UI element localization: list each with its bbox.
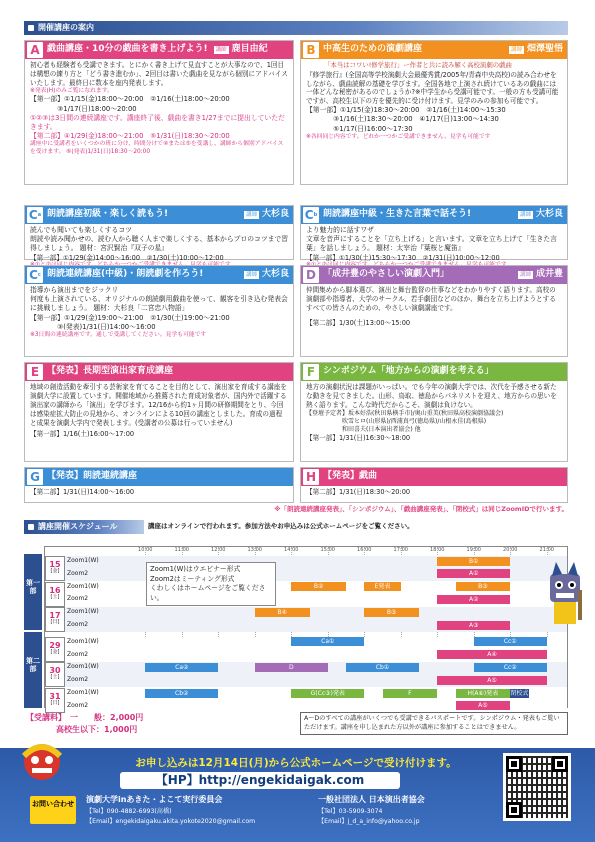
course-b-desc: 『修学旅行』(全国高等学校演劇大会最優秀賞/2005年/青森中央高校)の読み合わせをしながら、戯曲読解の基礎を学びます。全国各地で上演され続けているあの戯曲には一体どんな秘密があるのでしょうか?※中学生から受講可能です。一般の方も受講可能ですが、高校生以下の方を優先的に受け付けます。見学のみの参加も可能です。 bbox=[306, 70, 559, 106]
session-bar[interactable]: A① bbox=[437, 569, 510, 578]
letter-h: H bbox=[303, 469, 319, 485]
session-bar[interactable]: Ca① bbox=[291, 637, 364, 646]
zoom-row-label: Zoom1(W) bbox=[67, 582, 99, 590]
course-ca-schedule: 【第一部】①1/29(金)14:00〜16:00 ②1/30(土)10:00〜12:00 bbox=[30, 253, 224, 262]
letter-b: B bbox=[303, 42, 319, 58]
day-weekday: [日] bbox=[50, 700, 60, 706]
schedule-note: 講座はオンラインで行われます。参加方法やお申込みは公式ホームページをご覧ください。 bbox=[148, 522, 414, 530]
course-d-instructor: 成井豊 bbox=[535, 269, 563, 280]
course-cc-desc: 指導から演出までをジックリ 何度も上演されている、オリジナルの朗読劇用戯曲を使って、観客を引き込む発表会に挑戦しましょう。 題材：大杉良「二宮忠八物語」 bbox=[30, 286, 288, 313]
hour-label: 18:00 bbox=[430, 547, 445, 553]
hour-label: 20:00 bbox=[503, 547, 518, 553]
letter-d: D bbox=[303, 267, 319, 283]
course-cb-header bbox=[301, 206, 567, 224]
letter-e: E bbox=[27, 364, 43, 380]
session-bar[interactable]: E発表 bbox=[364, 582, 401, 591]
course-cc-instructor: 大杉良 bbox=[261, 269, 289, 280]
qr-code-icon[interactable] bbox=[503, 753, 571, 821]
hour-label: 21:00 bbox=[539, 547, 554, 553]
instructor-badge: 講師 bbox=[519, 212, 531, 218]
course-g-header bbox=[25, 468, 293, 486]
letter-cc: Cc bbox=[27, 267, 43, 283]
course-cc-title: 朗読連続講座(中級)・朗読劇を作ろう! bbox=[47, 269, 204, 280]
course-d-schedule: 【第二部】1/30(土)13:00〜15:00 bbox=[306, 318, 411, 327]
course-a-desc: 初心者も経験者も受講できます。とにかく書き上げて見直すことが大事なので、1回目は構想の練り方と「どう書き進むか」、2回目は書いた戯曲を見ながら個別にアドバイスいたします。最終日に数本を座内発表します。 bbox=[30, 61, 288, 87]
fee-label: 【受講料】 bbox=[26, 713, 62, 722]
course-h-header bbox=[301, 468, 567, 486]
course-card-e bbox=[24, 362, 294, 462]
instructor-badge: 講師 bbox=[519, 272, 531, 278]
course-a-schedule: 【第一部】①1/15(金)18:00〜20:00 ②1/16(土)18:00〜20:00 ③1/17(日)18:00〜20:00 bbox=[30, 95, 230, 113]
day-number: 16 bbox=[49, 585, 61, 595]
letter-a: A bbox=[27, 42, 43, 58]
session-bar[interactable]: A⑤ bbox=[437, 676, 547, 685]
day-number: 31 bbox=[49, 692, 61, 701]
session-bar[interactable]: Cb② bbox=[145, 689, 218, 698]
course-g-title: 【発表】朗読連続講座 bbox=[47, 471, 138, 482]
course-cb-desc: より魅力的に話すワザ 文章を音声にすることを「立ち上げる」と言います。文章を立ち上げて「生きた言葉」を話しましょう。 題材：太宰治『葉桜と魔笛』 bbox=[306, 226, 557, 253]
letter-g: G bbox=[27, 469, 43, 485]
zoom-row-label: Zoom1(W) bbox=[67, 689, 99, 696]
session-bar[interactable]: B③ bbox=[456, 582, 511, 591]
zoom-row-label: Zoom1(W) bbox=[67, 663, 99, 671]
course-b-title: 中高生のための演劇講座 bbox=[323, 44, 423, 55]
zoom-row-label: Zoom2 bbox=[67, 621, 89, 628]
course-f-desc: 地方の演劇状況は課題がいっぱい。でも今年の演劇大学では、次代を予感させる新たな動きを見てきました。山形、鳥取、徳島からパネリストを迎え、地方からの思いを熱く語ります。こんな時代だからこそ、演劇は負けない。 bbox=[306, 383, 557, 409]
session-bar[interactable]: A② bbox=[437, 595, 510, 604]
instructor-badge: 講師 bbox=[245, 272, 257, 278]
organizer-1 bbox=[86, 794, 255, 827]
zoom-row-label: Zoom1(W) bbox=[67, 608, 99, 616]
course-card-d bbox=[300, 265, 568, 357]
day-weekday: [日] bbox=[50, 619, 60, 626]
namahage-mascot-icon bbox=[18, 738, 66, 788]
letter-f: F bbox=[303, 364, 319, 380]
course-card-cb bbox=[300, 205, 568, 260]
organizer-2 bbox=[318, 794, 425, 827]
course-a-note3: 講座中に受講者をいくつかの班に分け、時間分けで④または⑤を受講し、講師から個別アドバイスを受けます。 ⑥(発表)1/31(日)18:30〜20:00 bbox=[30, 141, 284, 156]
course-h-title: 【発表】戯曲 bbox=[323, 471, 378, 482]
session-bar[interactable]: B② bbox=[291, 582, 346, 591]
course-cb-instructor: 大杉良 bbox=[535, 209, 563, 220]
zoom-row-label: Zoom2 bbox=[67, 676, 89, 684]
section-heading-schedule: 講座開催スケジュール bbox=[24, 520, 144, 534]
course-a-header bbox=[25, 41, 293, 59]
letter-cb: Cb bbox=[304, 208, 318, 222]
course-cc-schedule: 【第一部】①1/29(金)19:00〜21:00 ②1/30(土)19:00〜21:00 ③(発表)1/31(日)14:00〜16:00 bbox=[30, 313, 230, 331]
session-bar[interactable]: D bbox=[255, 663, 328, 672]
instructor-badge: 講師 bbox=[215, 47, 227, 53]
course-h-schedule: 【第二部】1/31(日)18:30〜20:00 bbox=[306, 488, 411, 496]
zoom-row-label: Zoom1(W) bbox=[67, 557, 99, 564]
hour-label: 16:00 bbox=[357, 547, 372, 553]
fee-student: 高校生以下：1,000円 bbox=[56, 725, 138, 734]
course-card-ca bbox=[24, 205, 294, 260]
session-bar[interactable]: Ca② bbox=[145, 663, 218, 672]
zoom-row-label: Zoom2 bbox=[67, 701, 89, 709]
day-weekday: [金] bbox=[50, 568, 60, 574]
course-a-title: 戯曲講座・10分の戯曲を書き上げよう! bbox=[47, 44, 208, 55]
zoom-row-label: Zoom2 bbox=[67, 595, 89, 603]
hour-label: 10:00 bbox=[138, 547, 153, 553]
org1-name: 演劇大学inあきた・よこて実行委員会 bbox=[86, 795, 223, 804]
session-bar[interactable]: A④ bbox=[437, 650, 547, 659]
session-bar[interactable]: B⑤ bbox=[364, 608, 419, 617]
session-bar[interactable]: B① bbox=[437, 557, 510, 566]
course-f-header bbox=[301, 363, 567, 381]
fee-section bbox=[26, 712, 143, 736]
course-e-desc: 地域の創造活動を牽引する芸術家を育てることを目的として、演出家を育成する講座を演劇大学に設置しています。開催地域から推薦された育成対象者が、国内外で活躍する演出家の講師から「演出」を学びます。12/16から約1ヶ月間の研修期間をとり、今回は感染症拡大防止の見地から、オンラインによる10回の講座としました。育成の過程と成果を演劇大学内で発表します。(受講者の公募は行っていません) bbox=[30, 383, 288, 427]
course-card-cc bbox=[24, 265, 294, 357]
hour-label: 19:00 bbox=[466, 547, 481, 553]
session-bar[interactable]: F bbox=[383, 689, 438, 698]
day-weekday: [土] bbox=[50, 674, 60, 681]
mascot-icon bbox=[542, 560, 592, 635]
day-weekday: [金] bbox=[50, 648, 60, 655]
contact-label: お問い合わせ bbox=[30, 796, 76, 824]
course-f-title: シンポジウム「地方からの演劇を考える」 bbox=[323, 366, 494, 377]
course-b-subtitle: 「本当はコワい!修学旅行」ー作者と共に読み解く高校演劇の戯曲 bbox=[324, 61, 512, 69]
session-bar[interactable]: H(A⑥)発表 bbox=[456, 689, 511, 698]
zoom-legend: Zoom1(W)はウエビナー形式 Zoom2はミーティング形式 くわしくはホームページをご覧ください。 bbox=[146, 562, 276, 606]
course-card-h bbox=[300, 467, 568, 503]
course-f-panelists: 【登壇予定者】坂本好浩(秋田県横手市)/奥山重美(秋田県高校演劇協議会) 吹雪ヒロ(山形県)/西浦真弓(徳島県)/山根永佳(島根県) 和田喜夫(日本演出者協会) 他 bbox=[306, 409, 504, 433]
week-label-2: 第二部 bbox=[24, 632, 42, 708]
org2-email[interactable]: 【Email】j_d_a_info@yahoo.co.jp bbox=[318, 817, 420, 825]
hour-label: 11:00 bbox=[174, 547, 189, 553]
session-bar[interactable]: A③ bbox=[437, 621, 510, 630]
schedule-table bbox=[44, 546, 568, 708]
day-number: 15 bbox=[49, 560, 61, 569]
session-bar[interactable]: G(Cc③)発表 bbox=[291, 689, 364, 698]
course-card-f bbox=[300, 362, 568, 462]
fee-general: 一 般：2,000円 bbox=[70, 713, 144, 722]
org1-email[interactable]: 【Email】engekidaigaku.akita.yokote2020@gmail.com bbox=[86, 817, 256, 825]
zoom-row-label: Zoom2 bbox=[67, 650, 89, 658]
homepage-link[interactable]: 【HP】http://engekidaigak.com bbox=[120, 772, 400, 789]
apply-notice: お申し込みは12月14日(月)から公式ホームページで受け付けます。 bbox=[135, 757, 457, 769]
instructor-badge: 講師 bbox=[245, 212, 257, 218]
hour-label: 12:00 bbox=[211, 547, 226, 553]
course-ca-instructor: 大杉良 bbox=[261, 209, 289, 220]
day-number: 29 bbox=[49, 640, 61, 650]
hour-label: 13:00 bbox=[247, 547, 262, 553]
course-d-header bbox=[301, 266, 567, 284]
course-a-note1: ※発表(H)のみご覧になれます。 bbox=[30, 87, 113, 94]
course-a-instructor: 鹿目由紀 bbox=[231, 44, 268, 55]
course-g-schedule: 【第二部】1/31(日)14:00〜16:00 bbox=[30, 488, 135, 496]
day-weekday: [土] bbox=[50, 593, 60, 600]
course-cb-schedule: 【第一部】①1/30(土)15:30〜17:30 ②1/31(日)10:00〜12:00 bbox=[306, 253, 500, 262]
hour-label: 17:00 bbox=[393, 547, 408, 553]
course-card-b bbox=[300, 40, 568, 185]
session-bar[interactable]: Cb① bbox=[346, 663, 419, 672]
course-ca-desc: 読んでも聞いても楽しくするコツ 朗読や読み聞かせの、読む人から聴く人まで楽しくする、基本からプロのコツまで習得しましょう。 題材：宮沢賢治『双子の星』 bbox=[30, 226, 289, 253]
course-f-schedule: 【第一部】1/31(日)16:30〜18:00 bbox=[306, 433, 411, 442]
session-bar[interactable]: Cc② bbox=[474, 663, 547, 672]
course-cb-title: 朗読講座中級・生きた言葉で話そう! bbox=[323, 209, 472, 220]
course-b-schedule: 【第一部】①1/15(金)18:30〜20:00 ②1/16(土)14:00〜15:30 ③1/16(土)18:30〜20:00 ④1/17(日)13:00〜14:30 ⑤1/17(日)16:00〜17:30 bbox=[306, 106, 506, 133]
zoom-row-label: Zoom1(W) bbox=[67, 637, 99, 645]
course-b-note: ※各回同じ内容です。どれか一つかご受講できません。見学も可能です bbox=[306, 133, 491, 140]
time-axis bbox=[127, 547, 567, 555]
course-d-title: 「成井豊のやさしい演劇入門」 bbox=[323, 269, 450, 280]
org1-tel: 【Tel】090-4882-6993(高橋) bbox=[86, 807, 172, 815]
course-card-g bbox=[24, 467, 294, 503]
course-cc-note: ※3日間の連続講座です。通しで受講してください。見学も可能です bbox=[30, 331, 207, 338]
course-ca-header bbox=[25, 206, 293, 224]
course-e-header bbox=[25, 363, 293, 381]
session-bar[interactable]: 閉校式 bbox=[510, 689, 529, 697]
session-bar[interactable]: Cc① bbox=[474, 637, 547, 646]
zoom-note: ※「朗読連続講座発表」、「シンポジウム」、「戯曲講座発表」、「閉校式」は同じZoomIDで行います。 bbox=[274, 505, 568, 513]
letter-ca: Ca bbox=[28, 208, 42, 222]
course-b-header bbox=[301, 41, 567, 59]
course-d-desc: 仲間集めから脚本選び、演出と舞台監督の仕事などをわかりやすく語ります。高校の演劇部や指導者、大学のサークル、若手劇団などのほか、舞台を立ち上げようとするすべての皆さんのための、やさしい演劇講座です。 bbox=[306, 286, 556, 312]
course-card-a bbox=[24, 40, 294, 185]
zoom-row-label: Zoom2 bbox=[67, 569, 89, 577]
course-e-title: 【発表】長期型演出家育成講座 bbox=[47, 366, 174, 377]
section-heading-courses: 開催講座の案内 bbox=[24, 21, 568, 35]
day-number: 17 bbox=[49, 611, 61, 621]
hour-label: 14:00 bbox=[284, 547, 299, 553]
course-a-note2: ①②③は3日間の連続講座です。講座終了後、戯曲を書き1/27までに提出していただきます。 【第二部】④1/29(金)18:00〜21:00 ⑤1/31(日)18:30〜20:00 bbox=[30, 113, 285, 141]
org2-name: 一般社団法人 日本演出者協会 bbox=[318, 795, 425, 804]
course-b-instructor: 畑澤聖悟 bbox=[526, 44, 563, 55]
course-e-schedule: 【第一部】1/16(土)16:00〜17:00 bbox=[30, 430, 135, 439]
week-label-1: 第一部 bbox=[24, 554, 42, 630]
passport-note: A〜Dのすべての講座がいくつでも受講できるパスポートです。シンポジウム・発表もご覧いただけます。講座を申し込まれた方以外が講座に参加することはできません。 bbox=[300, 712, 568, 735]
hour-label: 15:00 bbox=[320, 547, 335, 553]
session-bar[interactable]: A⑤ bbox=[456, 701, 511, 710]
instructor-badge: 講師 bbox=[510, 47, 522, 53]
session-bar[interactable]: B④ bbox=[255, 608, 310, 617]
course-cc-header bbox=[25, 266, 293, 284]
course-ca-title: 朗読講座初級・楽しく読もう! bbox=[47, 209, 169, 220]
day-number: 30 bbox=[49, 666, 61, 676]
org2-tel: 【Tel】03-5909-3074 bbox=[318, 807, 383, 815]
